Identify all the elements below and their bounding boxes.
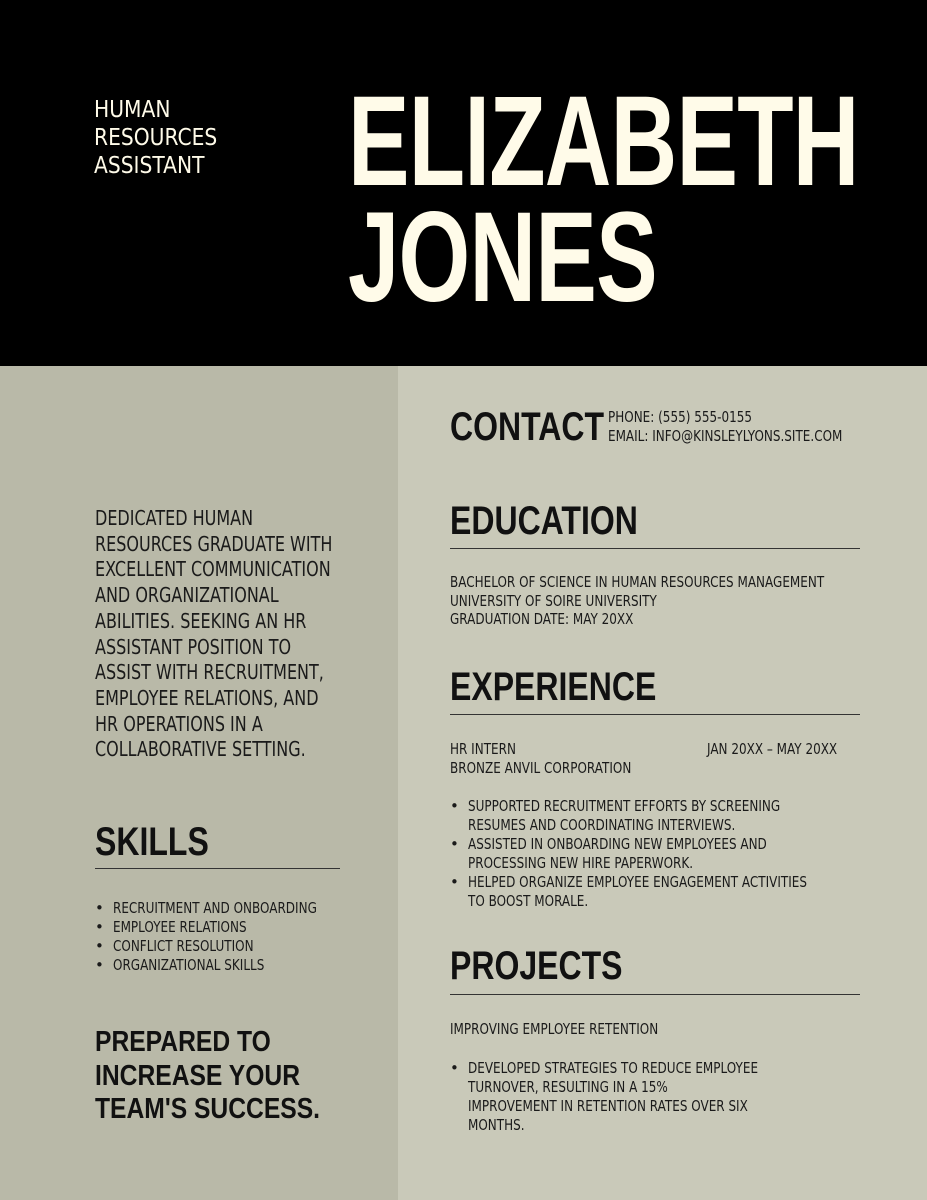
education-divider (450, 548, 860, 549)
list-item: • RECRUITMENT AND ONBOARDING (95, 899, 317, 917)
list-item: • SUPPORTED RECRUITMENT EFFORTS BY SCREENING RESUMES AND COORDINATING INTERVIEWS. (450, 797, 781, 834)
education-school: UNIVERSITY OF SOIRE UNIVERSITY (450, 592, 657, 610)
list-item: • CONFLICT RESOLUTION (95, 937, 254, 955)
list-item: • ORGANIZATIONAL SKILLS (95, 956, 265, 974)
job-title-line: HUMAN (94, 97, 171, 123)
summary-line: EMPLOYEE RELATIONS, AND (95, 685, 319, 710)
experience-heading: EXPERIENCE (450, 665, 657, 709)
list-item: • EMPLOYEE RELATIONS (95, 918, 247, 936)
experience-dates: JAN 20XX – MAY 20XX (707, 740, 838, 758)
projects-bullets (450, 1059, 908, 1135)
job-title-line: ASSISTANT (94, 153, 205, 179)
summary-line: DEDICATED HUMAN (95, 506, 254, 530)
first-name: ELIZABETH (348, 70, 859, 213)
job-title-line: RESOURCES (94, 125, 218, 151)
summary-line: RESOURCES GRADUATE WITH (95, 531, 333, 556)
education-degree: BACHELOR OF SCIENCE IN HUMAN RESOURCES MANAGEMENT (450, 573, 825, 591)
summary (95, 506, 365, 763)
experience-role: HR INTERN (450, 740, 516, 758)
experience-divider (450, 714, 860, 715)
summary-line: EXCELLENT COMMUNICATION (95, 557, 331, 582)
header-banner (0, 0, 927, 366)
list-item: • DEVELOPED STRATEGIES TO REDUCE EMPLOYEE TURNOVER, RESULTING IN A 15% IMPROVEMENT IN RETENTION RATES OVER SIX MONTHS. (450, 1059, 759, 1134)
contact-email: EMAIL: INFO@KINSLEYLYONS.SITE.COM (608, 427, 843, 445)
education-heading: EDUCATION (450, 499, 638, 543)
summary-line: COLLABORATIVE SETTING. (95, 737, 306, 762)
list-item: • ASSISTED IN ONBOARDING NEW EMPLOYEES AND PROCESSING NEW HIRE PAPERWORK. (450, 835, 767, 872)
summary-line: ASSISTANT POSITION TO (95, 634, 292, 659)
summary-line: ABILITIES. SEEKING AN HR (95, 608, 307, 633)
experience-company: BRONZE ANVIL CORPORATION (450, 759, 632, 777)
last-name: JONES (348, 186, 657, 329)
list-item: • HELPED ORGANIZE EMPLOYEE ENGAGEMENT ACTIVITIES TO BOOST MORALE. (450, 873, 807, 910)
contact-heading: CONTACT (450, 405, 605, 449)
summary-line: ASSIST WITH RECRUITMENT, (95, 660, 324, 685)
tagline: PREPARED TO INCREASE YOUR TEAM'S SUCCESS. (95, 1026, 321, 1125)
summary-line: AND ORGANIZATIONAL (95, 583, 279, 608)
experience-bullets (450, 797, 908, 911)
projects-heading: PROJECTS (450, 944, 623, 988)
job-title (94, 96, 288, 180)
summary-line: HR OPERATIONS IN A (95, 711, 263, 736)
projects-divider (450, 994, 860, 995)
skills-heading: SKILLS (95, 820, 209, 864)
skills-divider (95, 868, 340, 869)
education-graduation: GRADUATION DATE: MAY 20XX (450, 610, 634, 628)
contact-phone: PHONE: (555) 555-0155 (608, 408, 752, 426)
project-title: IMPROVING EMPLOYEE RETENTION (450, 1020, 659, 1038)
